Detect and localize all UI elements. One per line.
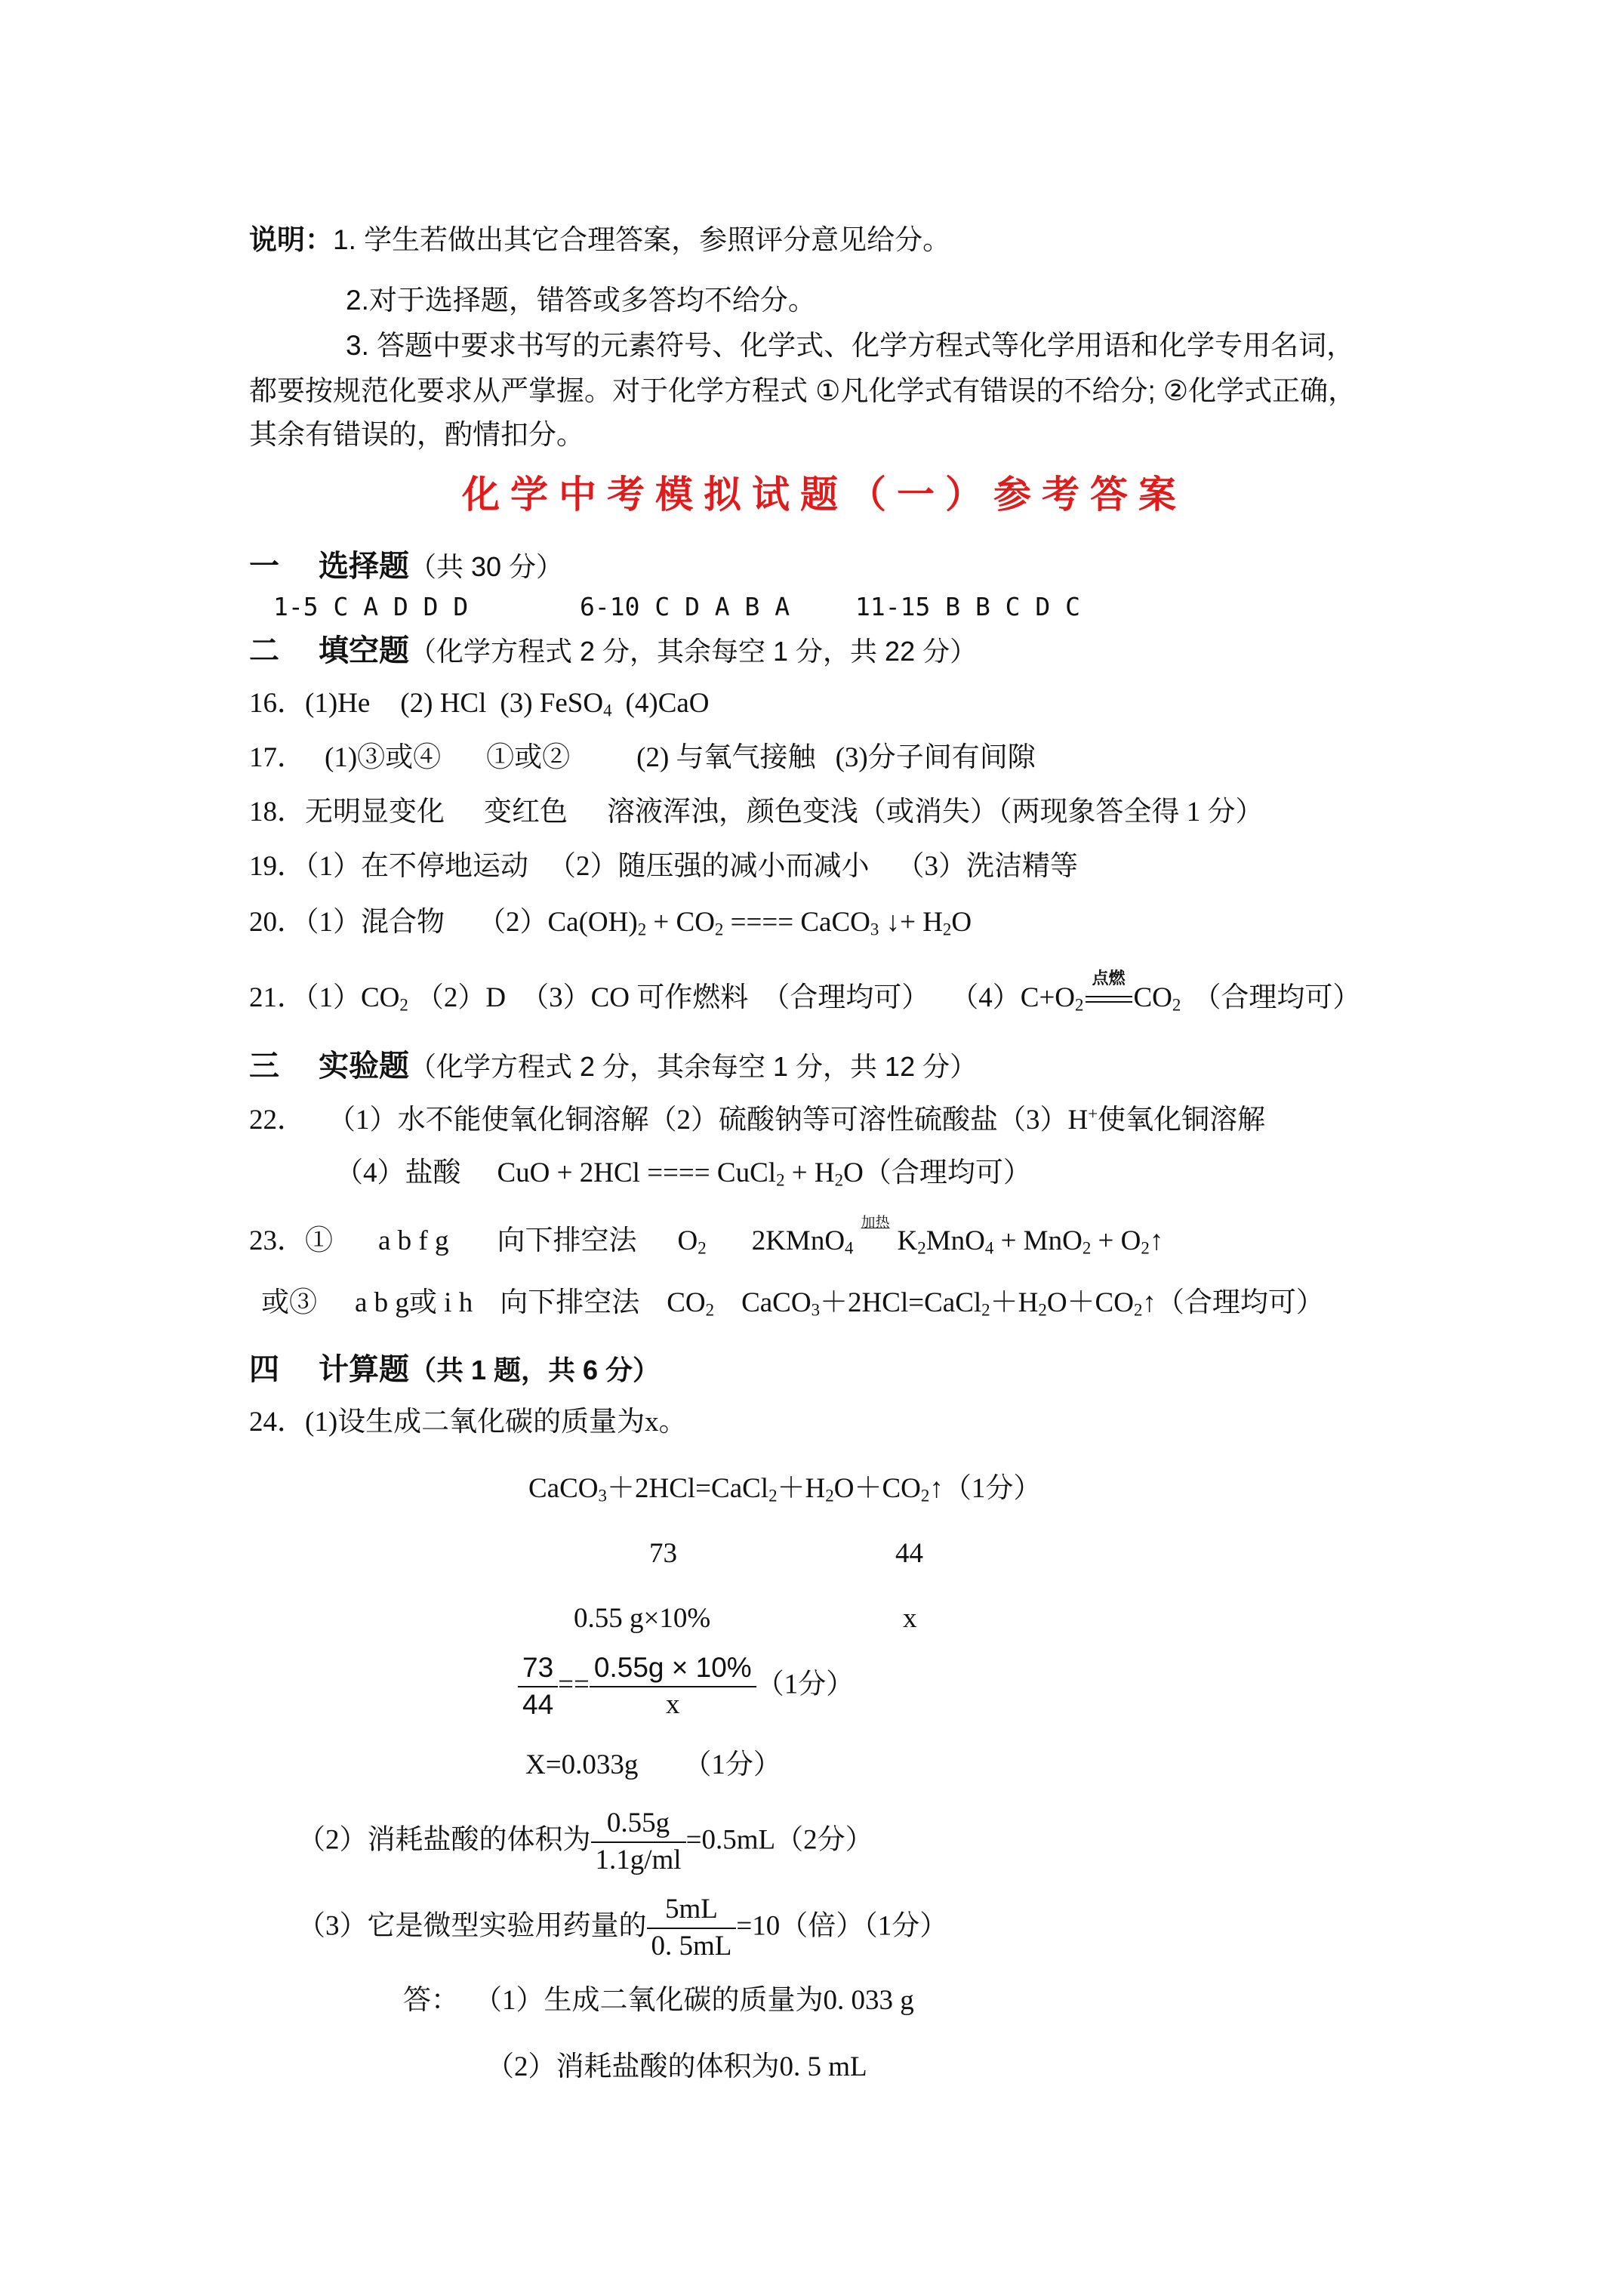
q24-proportion: $\frac{73}{44}$ == $\frac{0.55g \times 10\%}{x}$ （1分） [518, 1653, 854, 1720]
section-1-heading: 一 选择题（共 30 分） [249, 550, 564, 583]
q24-result: X=0.033g （1分） [525, 1749, 781, 1780]
q24-molar-co2: 44 [895, 1538, 923, 1569]
choice-answers-2: 6-10 C D A B A [580, 592, 790, 621]
q18-answer: 18．无明显变化 变红色 溶液浑浊，颜色变浅（或消失）（两现象答全得 1 分） [249, 797, 1264, 827]
q17-answer: 17． (1)③或④ ①或② (2) 与氧气接触 (3)分子间有间隙 [249, 742, 1036, 773]
q24-equation: $CaCO_3+2HCl=CaCl_2+H_2O+CO_2↑(1$分） [528, 1473, 1042, 1505]
notes-line-3a: 3. 答题中要求书写的元素符号、化学式、化学方程式等化学用语和化学专用名词， [346, 330, 1355, 361]
q23-line-1: 23．① a b f g 向下排空法 $O_2$ 2KMnO$_4$ 加热 $K_2MnO_4 + MnO_2$ + $O_2↑$ [249, 1214, 1164, 1258]
q20-answer: 20．（1）混合物 $(2)Ca(OH)_2 + CO_2$ ==== CaCO$_3$ ↓+ $H_2O$ [249, 907, 972, 939]
q22-line-2: （4）盐酸 CuO + 2HCl ==== CuCl$_2$ + $H_2O$（合理均可） [335, 1157, 1031, 1190]
section-3-heading: 三 实验题（化学方程式 2 分，其余每空 1 分，共 12 分） [249, 1049, 978, 1083]
q23-line-2: 或③ a b g或 i h 向下排空法 $CO_2$ $CaCO_3+2HCl=CaCl_2+H_2O+CO_2↑$（合理均可） [261, 1287, 1324, 1320]
heat-condition-sign: 加热 [861, 1214, 890, 1231]
q21-answer: 21．$(1)CO_2$ （2）D （3）CO 可作燃料 （合理均可） $(4)C+O_2$ 点燃 $CO_2$ （合理均可） [249, 968, 1361, 1015]
q24-part3: （3）它是微型实验用药量的 $\frac{5mL}{0. 5mL}$ =10（倍）（1分） [297, 1894, 948, 1962]
q24-answer-1: 答： （1）生成二氧化碳的质量为0. 033 g [403, 1985, 914, 2016]
notes-line-2: 2.对于选择题，错答或多答均不给分。 [346, 285, 816, 316]
section-2-heading: 二 填空题（化学方程式 2 分，其余每空 1 分，共 22 分） [249, 634, 978, 667]
q24-mass-hcl: 0.55 g×10% [574, 1603, 711, 1634]
q24-mass-co2: x [903, 1603, 917, 1634]
choice-answers-3: 11-15 B B C D C [855, 592, 1081, 621]
q16-answer: 16．(1)He (2) HCl (3) FeSO$_4$ (4)CaO [249, 688, 710, 720]
ignite-condition-sign: 点燃 [1086, 989, 1132, 1012]
notes-line-1: 说明：1. 学生若做出其它合理答案，参照评分意见给分。 [249, 224, 951, 255]
q22-line-1: 22． （1）水不能使氧化铜溶解（2）硫酸钠等可溶性硫酸盐（3）H+使氧化铜溶解 [249, 1104, 1266, 1136]
notes-line-3b: 都要按规范化要求从严掌握。对于化学方程式 ①凡化学式有错误的不给分; ②化学式正确， [249, 375, 1357, 406]
section-4-heading: 四 计算题（共 1 题，共 6 分） [249, 1353, 661, 1386]
choice-answers-1: 1-5 C A D D D [273, 592, 469, 621]
q24-part2: （2）消耗盐酸的体积为 $\frac{0.55g}{1.1g/ml}$ =0.5mL（2分） [297, 1808, 873, 1875]
q24-intro: 24．(1)设生成二氧化碳的质量为x。 [249, 1407, 687, 1438]
notes-label: 说明： [249, 224, 333, 255]
q19-answer: 19．（1）在不停地运动 （2）随压强的减小而减小 （3）洗洁精等 [249, 851, 1078, 882]
q24-answer-2: （2）消耗盐酸的体积为0. 5 mL [486, 2051, 867, 2082]
q24-molar-hcl: 73 [649, 1538, 677, 1569]
page-title: 化学中考模拟试题（一）参考答案 [462, 473, 1187, 516]
notes-line-3c: 其余有错误的，酌情扣分。 [249, 419, 584, 450]
